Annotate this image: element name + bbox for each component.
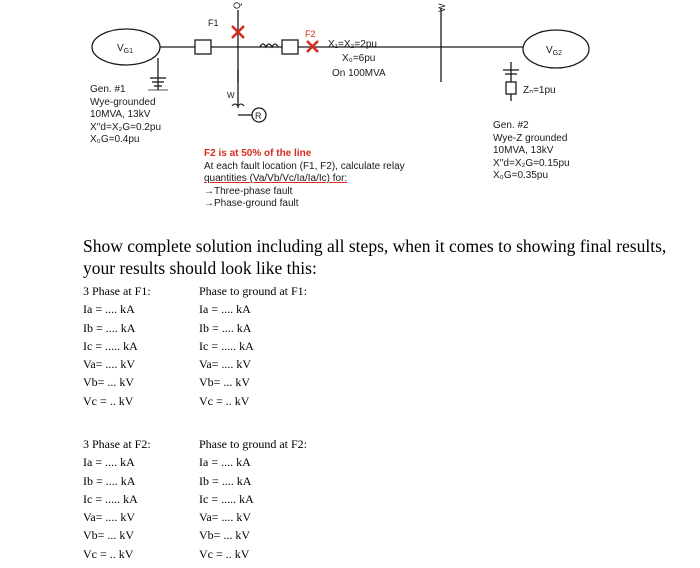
line-x0: X₀=6pu (342, 53, 376, 64)
f2-location-note: F2 is at 50% of the line (204, 148, 312, 159)
breaker-1 (195, 40, 211, 54)
gen2-specs: Gen. #2 Wye-Z grounded 10MVA, 13kV X′′d=X₂G=0.15pu X₀G=0.35pu (493, 120, 570, 181)
breaker-2 (282, 40, 298, 54)
relay-label: R (255, 111, 262, 121)
line-base: On 100MVA (332, 68, 386, 79)
gen2-ground-impedance (506, 82, 516, 94)
bus-q-label: Q (232, 1, 242, 9)
fault-f1-label: F1 (208, 18, 219, 28)
fault-f2-label: F2 (305, 29, 316, 39)
bus-w-label: W (437, 3, 447, 12)
fault-task-note: F2 is at 50% of the line At each fault location (F1, F2), calculate relay quantities (Va/Vb/Vc/Ia/Ia/Ic) for: →Three-phase fault →Phase-ground fault (204, 148, 405, 209)
instruction-text: Show complete solution including all steps, when it comes to showing final results, your results should look like this: (83, 236, 667, 278)
gen2-symbol: $V_{G2}$ (546, 45, 563, 57)
gen1-specs: Gen. #1 Wye-grounded 10MVA, 13kV X′′d=X₂G=0.2pu X₀G=0.4pu (90, 84, 162, 145)
generator-2-source (523, 30, 589, 68)
zn-label: Zₙ=1pu (523, 85, 556, 96)
ct-label: W (227, 91, 235, 100)
generator-1-source (92, 29, 160, 65)
gen1-symbol: $V_{G1}$ (117, 43, 134, 55)
result-block-3ph-f1: 3 Phase at F1: Ia = .... kA Ib = .... kA Ic = ..... kA Va= .... kV Vb= ... kV Vc = .. kV (83, 284, 151, 408)
line-x1x2: X₁=X₂=2pu (328, 39, 377, 50)
result-block-pg-f2: Phase to ground at F2: Ia = .... kA Ib = .... kA Ic = ..... kA Va= .... kV Vb= ... kV Vc = .. kV (199, 437, 307, 561)
result-block-pg-f1: Phase to ground at F1: Ia = .... kA Ib = .... kA Ic = ..... kA Va= .... kV Vb= ... kV Vc = .. kV (199, 284, 307, 408)
result-block-3ph-f2: 3 Phase at F2: Ia = .... kA Ib = .... kA Ic = ..... kA Va= .... kV Vb= ... kV Vc = .. kV (83, 437, 151, 561)
